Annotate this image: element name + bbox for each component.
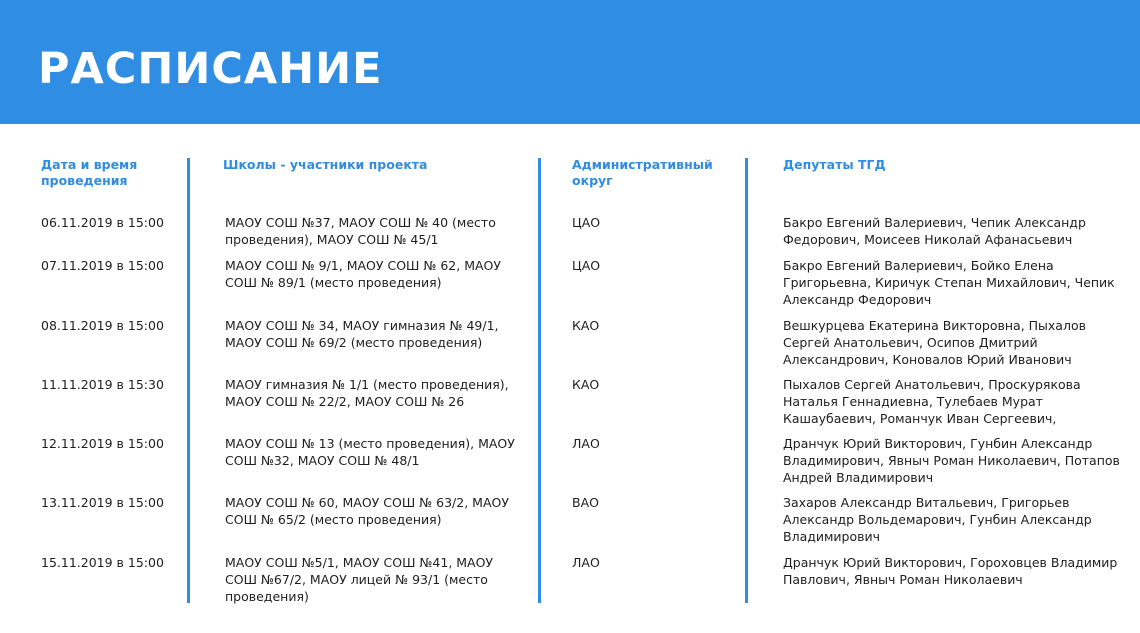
title-banner: [0, 0, 1140, 124]
row-schools: МАОУ СОШ № 34, МАОУ гимназия № 49/1, МАОУ СОШ № 69/2 (место проведения): [225, 318, 499, 350]
column-divider: [745, 158, 748, 603]
column-header-okrug: Административный округ: [572, 157, 713, 188]
row-okrug: ЛАО: [572, 555, 600, 570]
column-divider: [187, 158, 190, 603]
row-date: 12.11.2019 в 15:00: [41, 436, 164, 451]
row-schools: МАОУ СОШ №5/1, МАОУ СОШ №41, МАОУ СОШ №67/2, МАОУ лицей № 93/1 (место проведения): [225, 555, 494, 604]
row-okrug: КАО: [572, 377, 600, 392]
column-header-deputies: Депутаты ТГД: [783, 157, 886, 172]
row-date: 15.11.2019 в 15:00: [41, 555, 164, 570]
row-deputies: Бакро Евгений Валериевич, Чепик Александр Федорович, Моисеев Николай Афанасьевич: [783, 215, 1086, 247]
row-okrug: ЦАО: [572, 215, 601, 230]
column-header-date: Дата и время проведения: [41, 157, 138, 188]
row-schools: МАОУ СОШ №37, МАОУ СОШ № 40 (место проведения), МАОУ СОШ № 45/1: [225, 215, 496, 247]
row-deputies: Вешкурцева Екатерина Викторовна, Пыхалов Сергей Анатольевич, Осипов Дмитрий Александрович, Коновалов Юрий Иванович: [783, 318, 1086, 367]
row-deputies: Дранчук Юрий Викторович, Гунбин Александр Владимирович, Явныч Роман Николаевич, Потапов Андрей Владимирович: [783, 436, 1120, 485]
column-divider: [538, 158, 541, 603]
row-date: 13.11.2019 в 15:00: [41, 495, 164, 510]
page-title: РАСПИСАНИЕ: [38, 44, 383, 94]
row-schools: МАОУ СОШ № 60, МАОУ СОШ № 63/2, МАОУ СОШ № 65/2 (место проведения): [225, 495, 509, 527]
row-okrug: ЛАО: [572, 436, 600, 451]
row-schools: МАОУ СОШ № 13 (место проведения), МАОУ СОШ №32, МАОУ СОШ № 48/1: [225, 436, 515, 468]
row-okrug: ЦАО: [572, 258, 601, 273]
row-date: 06.11.2019 в 15:00: [41, 215, 164, 230]
row-deputies: Дранчук Юрий Викторович, Гороховцев Владимир Павлович, Явныч Роман Николаевич: [783, 555, 1118, 587]
row-deputies: Пыхалов Сергей Анатольевич, Проскурякова Наталья Геннадиевна, Тулебаев Мурат Кашаубаевич, Романчук Иван Сергеевич,: [783, 377, 1081, 426]
row-deputies: Бакро Евгений Валериевич, Бойко Елена Григорьевна, Киричук Степан Михайлович, Чепик Александр Федорович: [783, 258, 1115, 307]
row-schools: МАОУ СОШ № 9/1, МАОУ СОШ № 62, МАОУ СОШ № 89/1 (место проведения): [225, 258, 502, 290]
row-deputies: Захаров Александр Витальевич, Григорьев Александр Вольдемарович, Гунбин Александр Владимирович: [783, 495, 1092, 544]
row-date: 07.11.2019 в 15:00: [41, 258, 164, 273]
row-date: 08.11.2019 в 15:00: [41, 318, 164, 333]
row-okrug: ВАО: [572, 495, 599, 510]
row-okrug: КАО: [572, 318, 600, 333]
row-date: 11.11.2019 в 15:30: [41, 377, 164, 392]
row-schools: МАОУ гимназия № 1/1 (место проведения), МАОУ СОШ № 22/2, МАОУ СОШ № 26: [225, 377, 509, 409]
column-header-schools: Школы - участники проекта: [223, 157, 428, 172]
